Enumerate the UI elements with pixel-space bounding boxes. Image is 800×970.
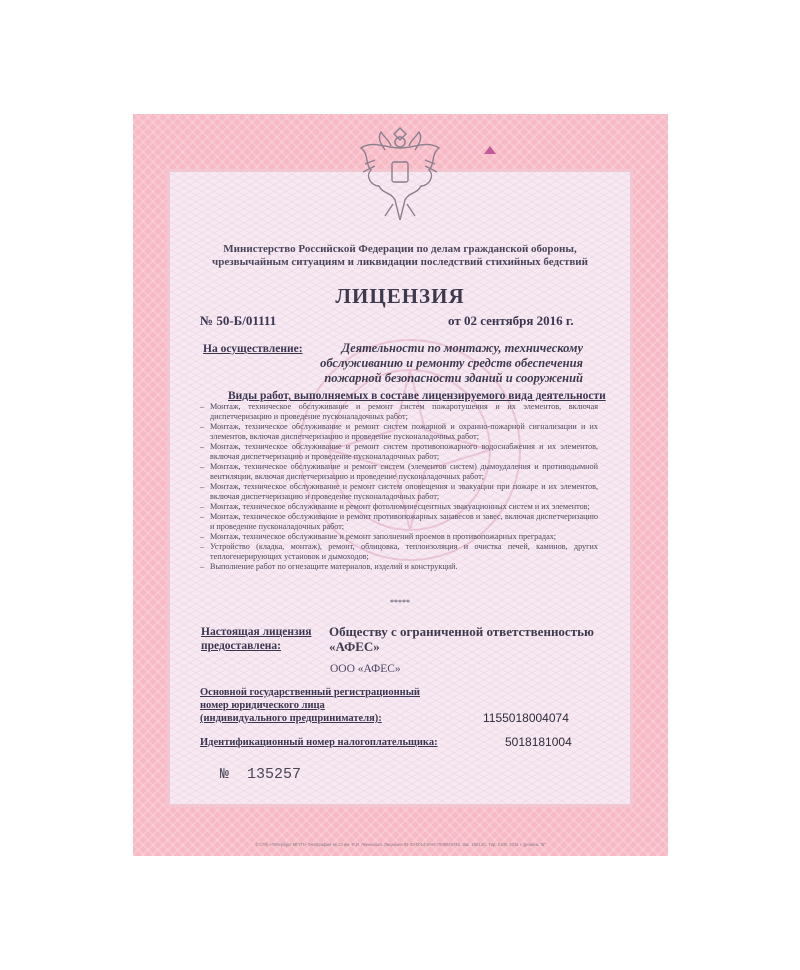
licensee-short-name: ООО «АФЕС» bbox=[330, 663, 401, 675]
inn-value: 5018181004 bbox=[505, 735, 572, 749]
license-number: № 50-Б/01111 bbox=[200, 313, 277, 328]
works-heading: Виды работ, выполняемых в составе лицензируемого вида деятельности bbox=[228, 390, 606, 402]
licensee-name-line-2: «АФЕС» bbox=[329, 639, 380, 654]
security-mark-icon bbox=[484, 146, 496, 154]
serial-prefix: № bbox=[220, 766, 230, 783]
list-item: – Монтаж, техническое обслуживание и ремонт систем противопожарного водоснабжения и их элементов, включая диспетчеризацию и проведение пусконаладочных работ; bbox=[200, 442, 598, 462]
document-title: ЛИЦЕНЗИЯ bbox=[335, 284, 465, 308]
list-item: – Монтаж, техническое обслуживание и ремонт заполнений проемов в противопожарных преградах; bbox=[200, 532, 598, 542]
licensee-name-line-1: Обществу с ограниченной ответственностью bbox=[329, 624, 594, 639]
coat-of-arms-emblem bbox=[355, 120, 445, 230]
ministry-line-2: чрезвычайным ситуациям и ликвидации последствий стихийных бедствий bbox=[212, 256, 588, 268]
activity-line-1: Деятельности по монтажу, техническому bbox=[341, 341, 583, 355]
ogrn-value: 1155018004074 bbox=[483, 711, 569, 725]
licensee-label-line-2: предоставлена: bbox=[201, 640, 282, 652]
inn-label: Идентификационный номер налогоплательщика: bbox=[200, 737, 438, 748]
activity-line-3: пожарной безопасности зданий и сооружений bbox=[324, 371, 583, 385]
end-mark: ***** bbox=[390, 598, 410, 607]
serial-value: 135257 bbox=[247, 766, 302, 783]
ogrn-label-line-3: (индивидуального предпринимателя): bbox=[200, 713, 382, 724]
activity-label: На осуществление: bbox=[203, 343, 303, 355]
license-date: от 02 сентября 2016 г. bbox=[448, 313, 574, 328]
activity-line-2: обслуживанию и ремонту средств обеспечения bbox=[320, 356, 583, 370]
list-item: – Монтаж, техническое обслуживание и ремонт фотолюминесцентных эвакуационных систем и их элементов; bbox=[200, 502, 598, 512]
list-item: – Монтаж, техническое обслуживание и ремонт систем (элементов систем) дымоудаления и противодымной вентиляции, включая диспетчеризацию и проведение пусконаладочных работ; bbox=[200, 462, 598, 482]
list-item: – Выполнение работ по огнезащите материалов, изделий и конструкций. bbox=[200, 562, 598, 572]
ogrn-label-line-2: номер юридического лица bbox=[200, 700, 325, 711]
ministry-line-1: Министерство Российской Федерации по делам гражданской обороны, bbox=[223, 243, 577, 255]
works-list bbox=[200, 402, 598, 572]
list-item: – Монтаж, техническое обслуживание и ремонт систем пожарной и охранно-пожарной сигнализации и их элементов, включая диспетчеризацию и проведение пусконаладочных работ; bbox=[200, 422, 598, 442]
licensee-label-line-1: Настоящая лицензия bbox=[201, 626, 312, 638]
list-item: – Монтаж, техническое обслуживание и ремонт систем пожаротушения и их элементов, включая диспетчеризацию и проведение пусконаладочных работ; bbox=[200, 402, 598, 422]
list-item: – Устройство (кладка, монтаж), ремонт, облицовка, теплоизоляция и очистка печей, каминов, других теплогенерирующих установок и дымоходов; bbox=[200, 542, 598, 562]
list-item: – Монтаж, техническое обслуживание и ремонт систем оповещения и эвакуации при пожаре и их элементов, включая диспетчеризацию и проведение пусконаладочных работ; bbox=[200, 482, 598, 502]
serial-number bbox=[220, 766, 301, 783]
ogrn-label-line-1: Основной государственный регистрационный bbox=[200, 687, 420, 698]
printer-footer: © СПб «Петербург-МГУП» Типография № 13 им. Ф.И. Ленинская. Лицензия 02-00-0014 ИНН 7808025746. Зак. 15012С. Тир. 5100. 2015 г. уровень "Б" bbox=[255, 842, 546, 847]
list-item: – Монтаж, техническое обслуживание и ремонт противопожарных занавесов и завес, включая диспетчеризацию и проведение пусконаладочных работ; bbox=[200, 512, 598, 532]
